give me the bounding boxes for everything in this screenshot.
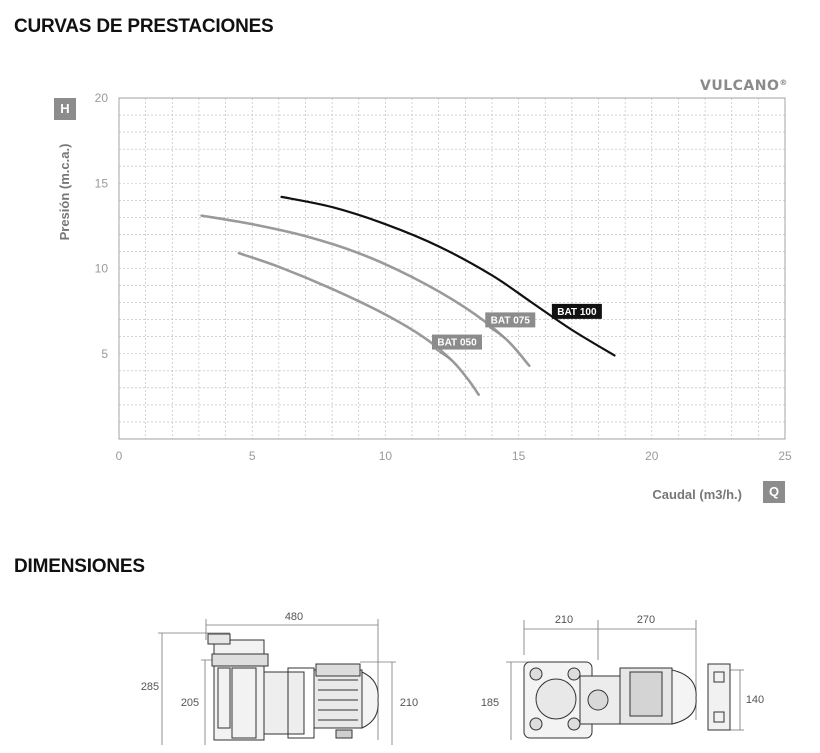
- x-tick-label: 5: [248, 449, 256, 463]
- brand-name: VULCANO: [700, 78, 780, 94]
- y-tick-label: 15: [94, 176, 108, 191]
- top-motor-length-value: 270: [636, 614, 656, 626]
- x-tick-label: 25: [778, 449, 792, 463]
- side-total-height-value: 285: [140, 681, 160, 693]
- y-tick-label: 20: [94, 91, 108, 105]
- top-pump-length-value: 210: [554, 614, 574, 626]
- y-tick-label: 10: [94, 261, 108, 276]
- side-length-value: 480: [284, 611, 304, 623]
- top-base-width-value: 140: [745, 694, 765, 706]
- y-axis-badge: H: [54, 98, 76, 120]
- series-label-text: BAT 050: [437, 337, 477, 349]
- x-tick-label: 15: [511, 449, 526, 463]
- x-axis-title: Caudal (m3/h.): [652, 487, 742, 502]
- brand-registered-mark: ®: [779, 78, 788, 87]
- x-tick-label: 20: [645, 449, 659, 463]
- top-view-drawing: [506, 620, 744, 740]
- section-title-dimensions: DIMENSIONES: [14, 556, 145, 577]
- y-tick-label: 5: [101, 346, 108, 361]
- side-inlet-height-value: 205: [180, 697, 200, 709]
- series-label-text: BAT 100: [557, 306, 597, 318]
- x-tick-label: 10: [378, 449, 393, 463]
- series-label-text: BAT 075: [490, 315, 530, 327]
- x-axis-badge: Q: [763, 481, 785, 503]
- side-motor-height-value: 210: [399, 697, 419, 709]
- side-view-drawing: [158, 619, 396, 745]
- section-title-curves: CURVAS DE PRESTACIONES: [14, 16, 274, 37]
- top-width-value: 185: [480, 697, 500, 709]
- y-axis-title: Presión (m.c.a.): [57, 143, 72, 241]
- x-tick-label: 0: [115, 449, 123, 463]
